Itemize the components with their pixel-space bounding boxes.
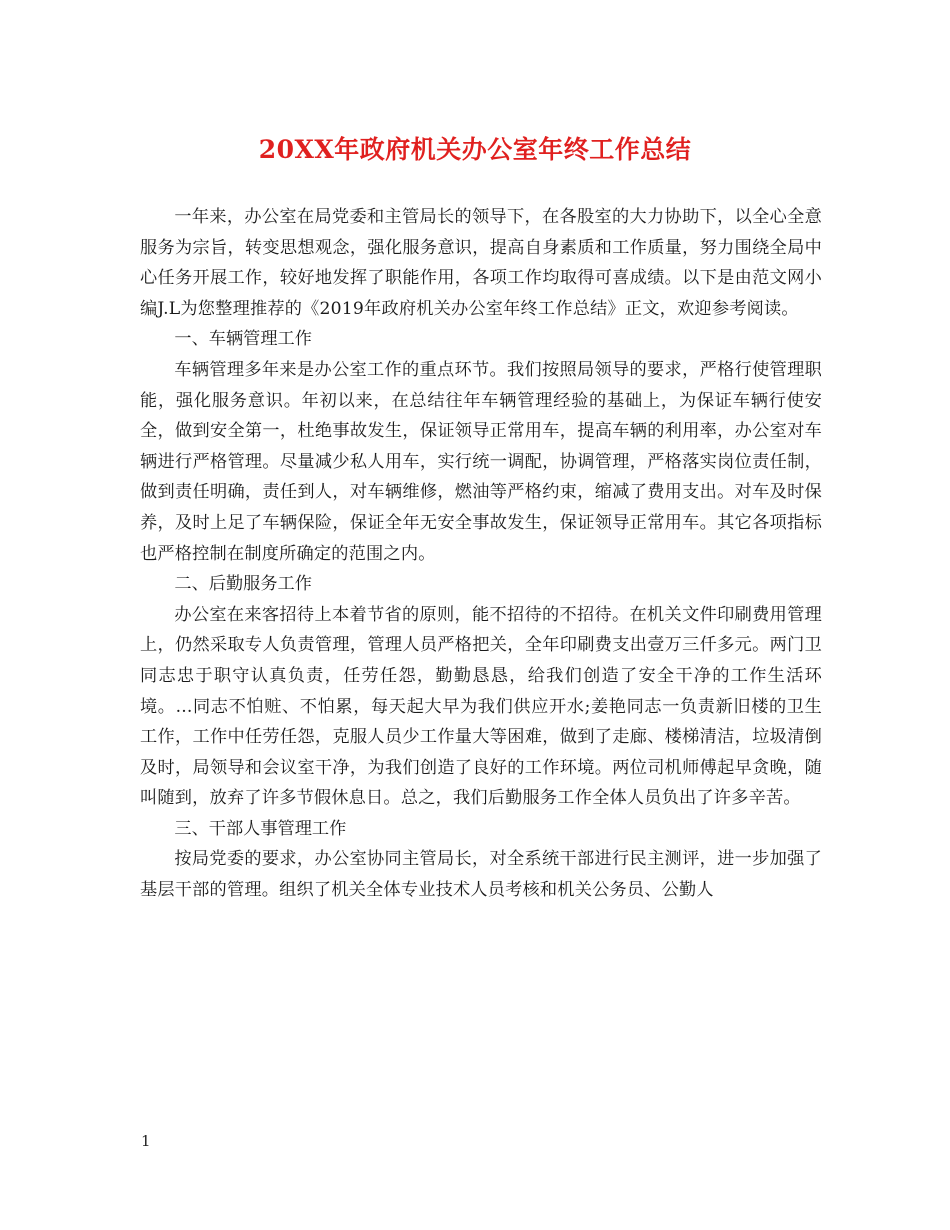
vehicle-paragraph: 车辆管理多年来是办公室工作的重点环节。我们按照局领导的要求，严格行使管理职能，强化服务意识。年初以来，在总结往年车辆管理经验的基础上，为保证车辆行使安全，做到安全第一，杜绝事故发生，保证领导正常用车，提高车辆的利用率，办公室对车辆进行严格管理。尽量减少私人用车，实行统一调配，协调管理，严格落实岗位责任制，做到责任明确，责任到人，对车辆维修，燃油等严格约束，缩减了费用支出。对车及时保养，及时上足了车辆保险，保证全年无安全事故发生，保证领导正常用车。其它各项指标也严格控制在制度所确定的范围之内。 [140, 359, 822, 564]
document-body [140, 202, 822, 906]
page-title: 20XX年政府机关办公室年终工作总结 [258, 135, 692, 164]
section-heading-logistics: 二、后勤服务工作 [174, 574, 312, 595]
section-heading-personnel: 三、干部人事管理工作 [174, 818, 347, 839]
logistics-paragraph: 办公室在来客招待上本着节省的原则，能不招待的不招待。在机关文件印刷费用管理上，仍然采取专人负责管理，管理人员严格把关，全年印刷费支出壹万三仟多元。两门卫同志忠于职守认真负责，任劳任怨，勤勤恳恳，给我们创造了安全干净的工作生活环境。...同志不怕赃、不怕累，每天起大早为我们供应开水;姜艳同志一负责新旧楼的卫生工作，工作中任劳任怨，克服人员少工作量大等困难，做到了走廊、楼梯清洁，垃圾清倒及时，局领导和会议室干净，为我们创造了良好的工作环境。两位司机师傅起早贪晚，随叫随到，放弃了许多节假休息日。总之，我们后勤服务工作全体人员负出了许多辛苦。 [140, 604, 822, 809]
section-heading-vehicle: 一、车辆管理工作 [174, 329, 312, 350]
personnel-paragraph: 按局党委的要求，办公室协同主管局长，对全系统干部进行民主测评，进一步加强了基层干部的管理。组织了机关全体专业技术人员考核和机关公务员、公勤人 [140, 849, 822, 901]
page-number: 1 [141, 1132, 151, 1150]
intro-paragraph: 一年来，办公室在局党委和主管局长的领导下，在各股室的大力协助下，以全心全意服务为宗旨，转变思想观念，强化服务意识，提高自身素质和工作质量，努力围绕全局中心任务开展工作，较好地发挥了职能作用，各项工作均取得可喜成绩。以下是由范文网小编J.L为您整理推荐的《2019年政府机关办公室年终工作总结》正文，欢迎参考阅读。 [140, 207, 822, 319]
